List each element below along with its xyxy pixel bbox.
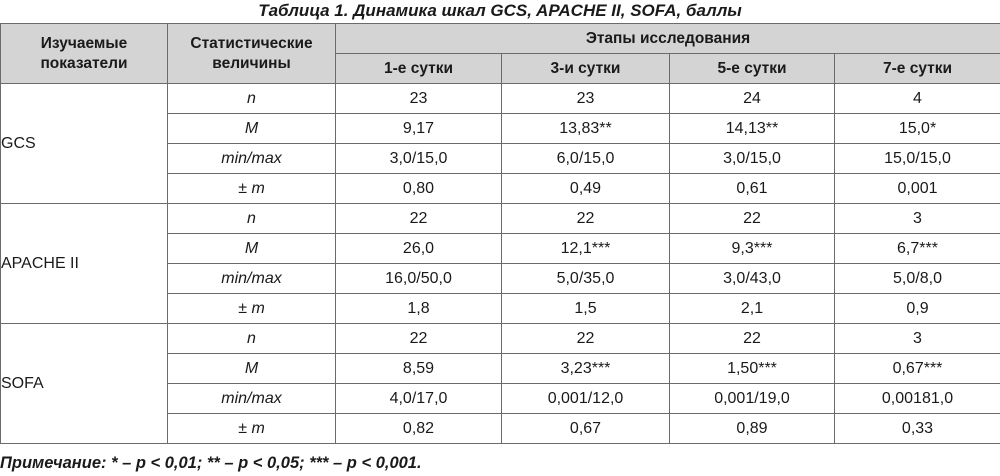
value-cell: 0,89 xyxy=(670,414,835,444)
table-note: Примечание: * – p < 0,01; ** – p < 0,05; *** – p < 0,001. xyxy=(0,454,422,472)
header-study-stages: Этапы исследования xyxy=(336,24,1000,54)
value-cell: 3 xyxy=(835,324,1000,354)
value-cell: 4 xyxy=(835,84,1000,114)
statistic-label: M xyxy=(168,114,336,144)
value-cell: 0,33 xyxy=(835,414,1000,444)
statistic-label: M xyxy=(168,234,336,264)
value-cell: 0,61 xyxy=(670,174,835,204)
header-statistics-line1: Статистические xyxy=(190,34,313,52)
value-cell: 15,0* xyxy=(835,114,1000,144)
table-caption: Таблица 1. Динамика шкал GCS, APACHE II, SOFA, баллы xyxy=(258,1,742,20)
statistic-label: min/max xyxy=(168,384,336,414)
value-cell: 23 xyxy=(502,84,670,114)
table-row xyxy=(1,84,1000,114)
table-row xyxy=(1,204,1000,234)
header-day-1: 1-е сутки xyxy=(336,54,502,84)
value-cell: 24 xyxy=(670,84,835,114)
value-cell: 14,13** xyxy=(670,114,835,144)
value-cell: 5,0/35,0 xyxy=(502,264,670,294)
value-cell: 9,3*** xyxy=(670,234,835,264)
value-cell: 16,0/50,0 xyxy=(336,264,502,294)
value-cell: 0,001/12,0 xyxy=(502,384,670,414)
value-cell: 15,0/15,0 xyxy=(835,144,1000,174)
value-cell: 0,001/19,0 xyxy=(670,384,835,414)
header-indicators-line2: показатели xyxy=(40,54,128,72)
value-cell: 6,0/15,0 xyxy=(502,144,670,174)
value-cell: 22 xyxy=(670,324,835,354)
indicator-name: SOFA xyxy=(1,324,168,444)
header-indicators-line1: Изучаемые xyxy=(40,34,128,52)
table-body xyxy=(1,84,1000,444)
value-cell: 3,23*** xyxy=(502,354,670,384)
value-cell: 3 xyxy=(835,204,1000,234)
value-cell: 3,0/15,0 xyxy=(670,144,835,174)
value-cell: 3,0/15,0 xyxy=(336,144,502,174)
header-statistics-line2: величины xyxy=(212,54,291,72)
statistic-label: n xyxy=(168,324,336,354)
indicator-name: APACHE II xyxy=(1,204,168,324)
statistic-label: min/max xyxy=(168,144,336,174)
value-cell: 0,9 xyxy=(835,294,1000,324)
value-cell: 6,7*** xyxy=(835,234,1000,264)
value-cell: 22 xyxy=(670,204,835,234)
value-cell: 5,0/8,0 xyxy=(835,264,1000,294)
header-day-7: 7-е сутки xyxy=(835,54,1000,84)
value-cell: 22 xyxy=(502,204,670,234)
statistic-label: n xyxy=(168,84,336,114)
value-cell: 22 xyxy=(336,324,502,354)
value-cell: 0,00181,0 xyxy=(835,384,1000,414)
value-cell: 0,67 xyxy=(502,414,670,444)
value-cell: 1,8 xyxy=(336,294,502,324)
value-cell: 0,001 xyxy=(835,174,1000,204)
value-cell: 22 xyxy=(336,204,502,234)
value-cell: 0,80 xyxy=(336,174,502,204)
indicator-name: GCS xyxy=(1,84,168,204)
statistic-label: ± m xyxy=(168,414,336,444)
statistic-label: min/max xyxy=(168,264,336,294)
value-cell: 26,0 xyxy=(336,234,502,264)
value-cell: 23 xyxy=(336,84,502,114)
value-cell: 1,5 xyxy=(502,294,670,324)
value-cell: 13,83** xyxy=(502,114,670,144)
value-cell: 9,17 xyxy=(336,114,502,144)
statistic-label: ± m xyxy=(168,294,336,324)
value-cell: 0,82 xyxy=(336,414,502,444)
results-table xyxy=(0,23,1000,444)
statistic-label: M xyxy=(168,354,336,384)
header-indicators xyxy=(1,24,168,84)
header-day-3: 3-и сутки xyxy=(502,54,670,84)
value-cell: 0,49 xyxy=(502,174,670,204)
value-cell: 0,67*** xyxy=(835,354,1000,384)
table-row xyxy=(1,324,1000,354)
value-cell: 22 xyxy=(502,324,670,354)
statistic-label: ± m xyxy=(168,174,336,204)
value-cell: 1,50*** xyxy=(670,354,835,384)
header-day-5: 5-е сутки xyxy=(670,54,835,84)
value-cell: 2,1 xyxy=(670,294,835,324)
statistic-label: n xyxy=(168,204,336,234)
value-cell: 4,0/17,0 xyxy=(336,384,502,414)
value-cell: 8,59 xyxy=(336,354,502,384)
value-cell: 12,1*** xyxy=(502,234,670,264)
header-statistics xyxy=(168,24,336,84)
value-cell: 3,0/43,0 xyxy=(670,264,835,294)
